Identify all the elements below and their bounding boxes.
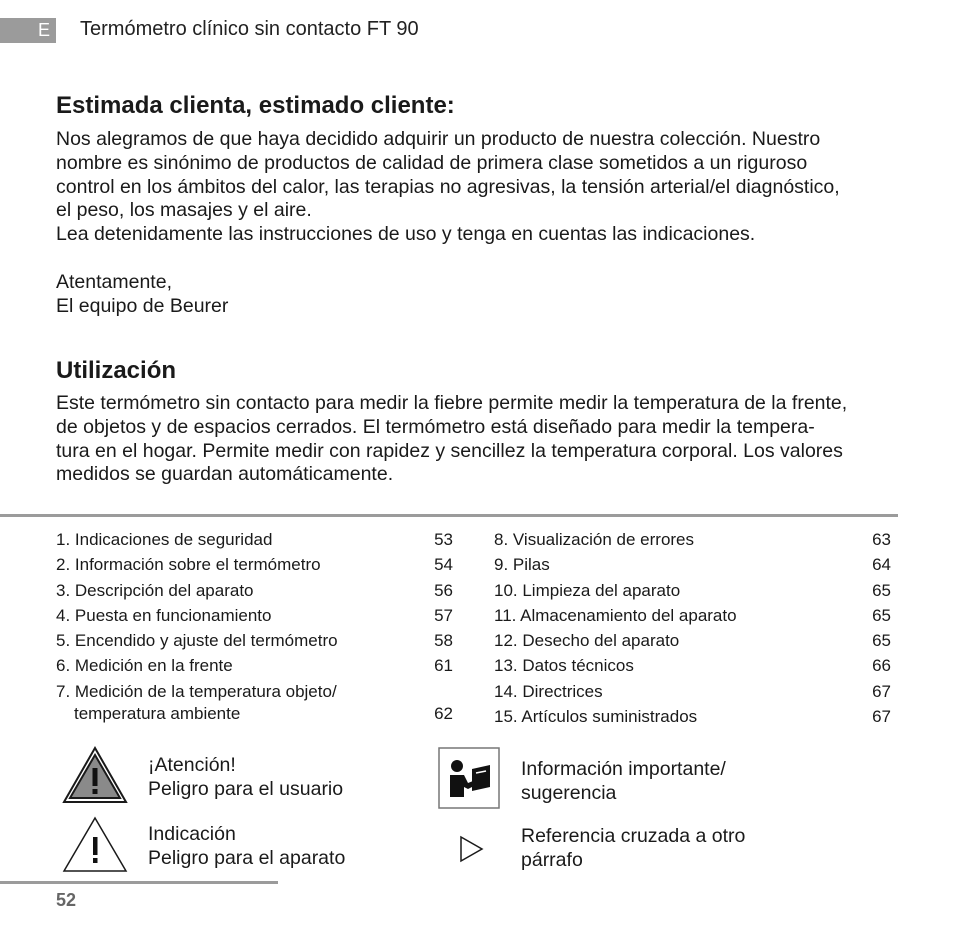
greeting-heading: Estimada clienta, estimado cliente:	[56, 92, 455, 119]
toc-item-page: 56	[434, 581, 453, 600]
usage-line: medidos se guardan automáticamente.	[56, 463, 394, 486]
usage-paragraph	[56, 392, 906, 487]
usage-line: Este termómetro sin contacto para medir la fiebre permite medir la temperatura de la frente,	[56, 392, 848, 414]
toc-item-label: 4. Puesta en funcionamiento	[56, 606, 272, 625]
legend-info-title: Información importante/	[521, 758, 726, 780]
toc-item-label: temperatura ambiente	[74, 704, 241, 723]
toc-left-column	[56, 530, 453, 730]
signature-text: El equipo de Beurer	[56, 294, 229, 317]
info-reader-icon	[438, 747, 500, 809]
toc-item-page: 65	[872, 581, 891, 600]
toc-item-label: 15. Artículos suministrados	[494, 707, 698, 726]
language-label: E	[37, 20, 50, 40]
legend-warning-title: ¡Atención!	[148, 754, 236, 776]
toc-item-label: 9. Pilas	[494, 555, 550, 574]
triangle-right-icon	[459, 835, 485, 863]
toc-item-page: 67	[872, 707, 891, 726]
toc-item-label: 6. Medición en la frente	[56, 656, 233, 675]
closing-block	[56, 271, 906, 319]
toc-item-page: 64	[872, 555, 891, 574]
toc-right-column	[494, 530, 891, 730]
toc-item-page: 66	[872, 656, 891, 675]
legend-warning-text	[148, 753, 343, 801]
closing-text: Atentamente,	[56, 271, 172, 293]
toc-item-label: 12. Desecho del aparato	[494, 631, 680, 650]
toc-item-page: 53	[434, 530, 453, 549]
toc-item-label: 11. Almacenamiento del aparato	[494, 606, 737, 625]
greeting-line: Nos alegramos de que haya decidido adquirir un producto de nuestra colección. Nuestro	[56, 128, 821, 150]
greeting-paragraph	[56, 128, 906, 247]
toc-item-page: 65	[872, 631, 891, 650]
toc-item-label: 14. Directrices	[494, 682, 603, 701]
toc-item-label: 7. Medición de la temperatura objeto/	[56, 682, 337, 701]
usage-line: tura en el hogar. Permite medir con rapidez y sencillez la temperatura corporal. Los valores	[56, 439, 843, 462]
greeting-line: control en los ámbitos del calor, las terapias no agresivas, la tensión arterial/el diagnóstico,	[56, 175, 840, 198]
legend-crossref-text	[521, 824, 745, 872]
legend-info-desc: sugerencia	[521, 782, 617, 804]
toc-item-page: 62	[434, 704, 453, 723]
language-tab	[0, 18, 56, 43]
toc-item-page: 58	[434, 631, 453, 650]
toc-item-label: 2. Información sobre el termómetro	[56, 555, 321, 574]
toc-item-label: 8. Visualización de errores	[494, 530, 695, 549]
toc-item-page: 61	[434, 656, 453, 675]
toc-item-page: 54	[434, 555, 453, 574]
legend-notice-title: Indicación	[148, 823, 236, 845]
section-divider	[0, 514, 898, 517]
toc-item-label: 3. Descripción del aparato	[56, 581, 254, 600]
toc-item-label: 1. Indicaciones de seguridad	[56, 530, 273, 549]
legend-info-text	[521, 757, 726, 805]
legend-notice-text	[148, 822, 345, 870]
toc-item-page: 67	[872, 682, 891, 701]
toc-item-label: 10. Limpieza del aparato	[494, 581, 681, 600]
toc-item-label: 13. Datos técnicos	[494, 656, 634, 675]
toc-item-page: 63	[872, 530, 891, 549]
warning-outline-icon	[62, 815, 128, 873]
page-number: 52	[56, 890, 77, 910]
legend-notice-desc: Peligro para el aparato	[148, 847, 346, 869]
usage-line: de objetos y de espacios cerrados. El termómetro está diseñado para medir la tempera-	[56, 415, 815, 438]
warning-filled-icon	[62, 746, 128, 804]
footer-rule	[0, 881, 278, 884]
toc-item-page: 65	[872, 606, 891, 625]
greeting-line: nombre es sinónimo de productos de calidad de primera clase sometidos a un riguroso	[56, 151, 808, 174]
usage-heading: Utilización	[56, 357, 177, 384]
greeting-line: Lea detenidamente las instrucciones de uso y tenga en cuentas las indicaciones.	[56, 223, 756, 246]
greeting-line: el peso, los masajes y el aire.	[56, 199, 312, 222]
legend-crossref-desc: párrafo	[521, 849, 583, 871]
document-title: Termómetro clínico sin contacto FT 90	[80, 18, 419, 40]
legend-warning-desc: Peligro para el usuario	[148, 778, 344, 800]
toc-item-label: 5. Encendido y ajuste del termómetro	[56, 631, 338, 650]
toc-item-page: 57	[434, 606, 453, 625]
legend-crossref-title: Referencia cruzada a otro	[521, 825, 746, 847]
